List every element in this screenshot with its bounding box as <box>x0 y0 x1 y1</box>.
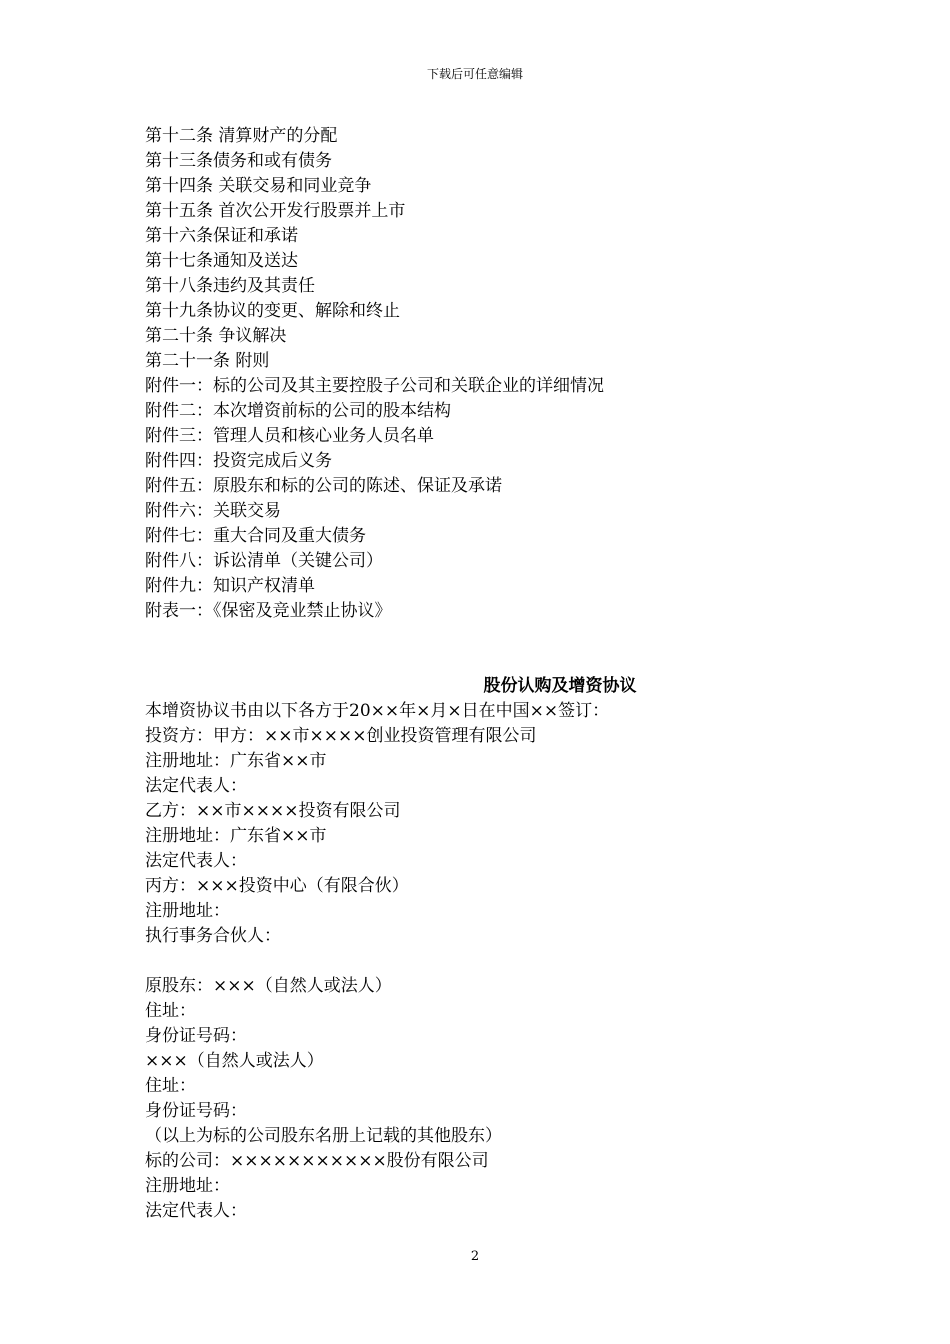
toc-line: 第二十一条 附则 <box>145 351 270 371</box>
toc-line: 第十五条 首次公开发行股票并上市 <box>145 201 406 221</box>
toc-line: 附件九：知识产权清单 <box>145 576 315 596</box>
party-line: 标的公司：×××××××××××股份有限公司 <box>145 1151 489 1171</box>
party-line: 注册地址： <box>145 901 230 921</box>
parties-section-investors <box>145 699 825 949</box>
toc-line: 附件一：标的公司及其主要控股子公司和关联企业的详细情况 <box>145 376 604 396</box>
party-line: 乙方：××市××××投资有限公司 <box>145 801 401 821</box>
party-line: 住址： <box>145 1076 196 1096</box>
toc-line: 附件二：本次增资前标的公司的股本结构 <box>145 401 451 421</box>
toc-line: 附件三：管理人员和核心业务人员名单 <box>145 426 434 446</box>
page-number: 2 <box>470 1249 480 1264</box>
party-line: 法定代表人： <box>145 776 247 796</box>
party-line: 注册地址：广东省××市 <box>145 826 327 846</box>
toc-line: 第十四条 关联交易和同业竞争 <box>145 176 372 196</box>
party-line: 注册地址： <box>145 1176 230 1196</box>
toc-line: 第十六条保证和承诺 <box>145 226 298 246</box>
toc-line: 第十七条通知及送达 <box>145 251 298 271</box>
party-line: 执行事务合伙人： <box>145 926 281 946</box>
party-line: 原股东：×××（自然人或法人） <box>145 976 392 996</box>
toc-line: 第十三条债务和或有债务 <box>145 151 332 171</box>
toc-line: 附表一：《保密及竞业禁止协议》 <box>145 601 392 621</box>
toc-line: 附件八：诉讼清单（关键公司） <box>145 551 383 571</box>
document-body <box>145 124 825 1224</box>
spacer <box>145 949 825 974</box>
spacer <box>145 624 825 674</box>
party-line: 法定代表人： <box>145 1201 247 1221</box>
agreement-title: 股份认购及增资协议 <box>483 676 637 696</box>
party-line: 投资方：甲方：××市××××创业投资管理有限公司 <box>145 726 537 746</box>
party-line: 法定代表人： <box>145 851 247 871</box>
party-line: ×××（自然人或法人） <box>145 1051 324 1071</box>
toc-line: 第二十条 争议解决 <box>145 326 287 346</box>
parties-section-shareholders <box>145 974 825 1224</box>
party-line: 注册地址：广东省××市 <box>145 751 327 771</box>
toc-line: 第十二条 清算财产的分配 <box>145 126 338 146</box>
party-line: 身份证号码： <box>145 1026 247 1046</box>
page-header-note: 下载后可任意编辑 <box>426 67 523 81</box>
party-line: （以上为标的公司股东名册上记载的其他股东） <box>145 1126 502 1146</box>
toc-line: 附件五：原股东和标的公司的陈述、保证及承诺 <box>145 476 502 496</box>
toc-line: 附件六：关联交易 <box>145 501 281 521</box>
toc-line: 附件七：重大合同及重大债务 <box>145 526 366 546</box>
party-line: 住址： <box>145 1001 196 1021</box>
party-line: 丙方：×××投资中心（有限合伙） <box>145 876 409 896</box>
party-line: 本增资协议书由以下各方于20××年×月×日在中国××签订： <box>145 701 610 721</box>
toc-line: 第十八条违约及其责任 <box>145 276 315 296</box>
party-line: 身份证号码： <box>145 1101 247 1121</box>
toc-line: 附件四：投资完成后义务 <box>145 451 332 471</box>
toc-line: 第十九条协议的变更、解除和终止 <box>145 301 400 321</box>
table-of-contents <box>145 124 825 624</box>
